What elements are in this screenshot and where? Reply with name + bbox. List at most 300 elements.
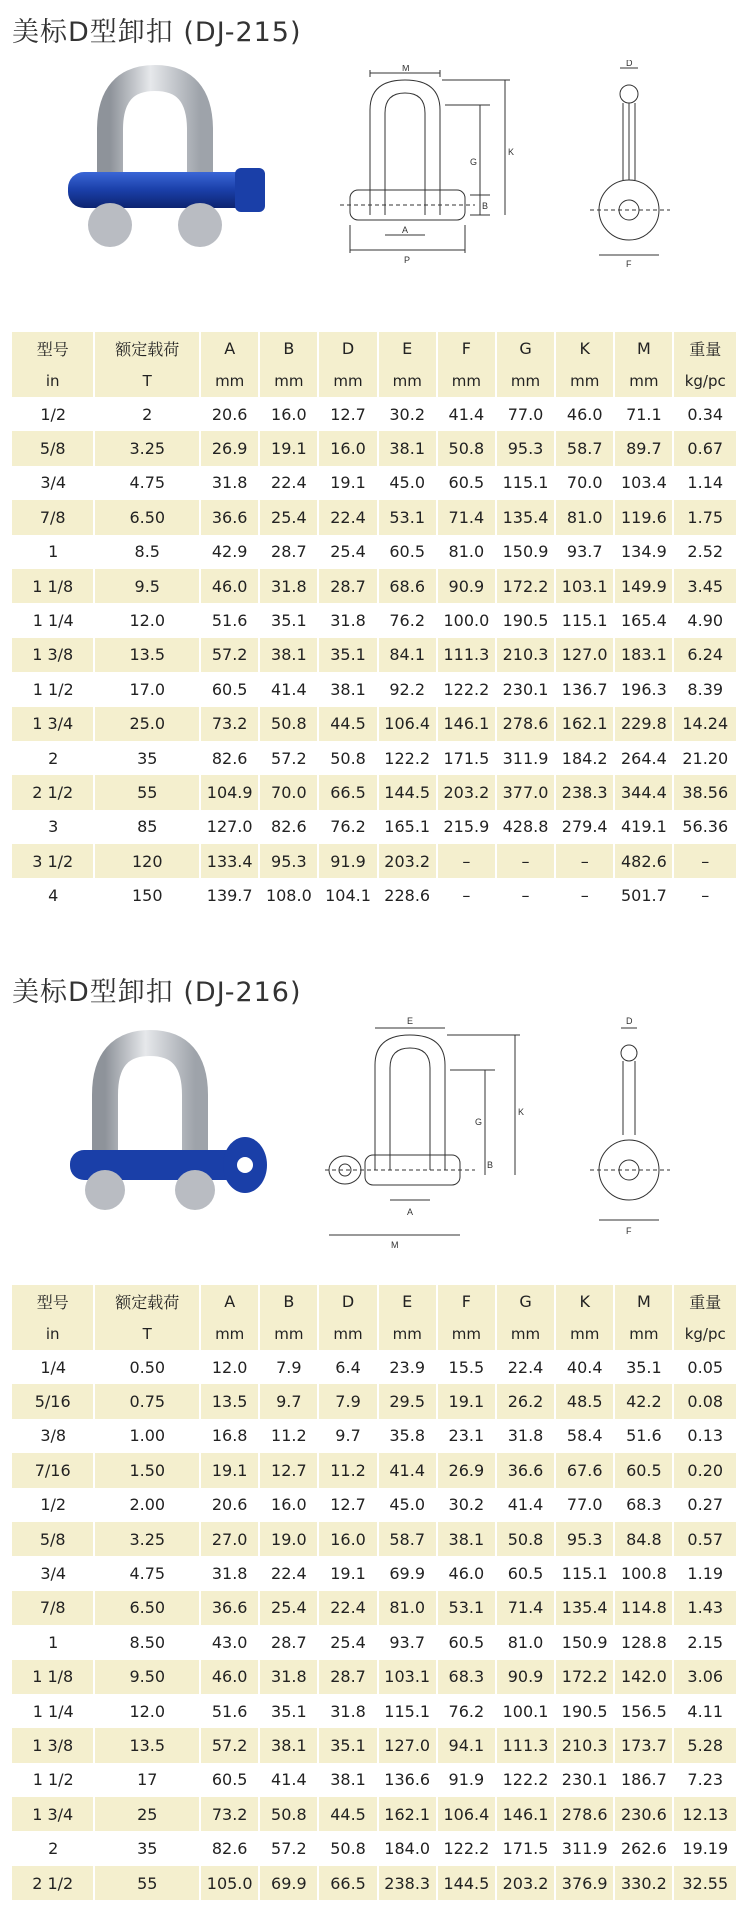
column-header: E [378, 332, 437, 364]
column-unit: mm [614, 364, 673, 397]
table-cell: 135.4 [496, 500, 555, 534]
column-unit: mm [437, 364, 496, 397]
table-cell: 26.9 [200, 431, 259, 465]
table-cell: – [496, 844, 555, 878]
table-cell: 210.3 [496, 638, 555, 672]
table-cell: 9.5 [94, 569, 200, 603]
table-cell: 122.2 [443, 1839, 490, 1859]
table-cell: 17 [137, 1770, 158, 1790]
table-cell: 482.6 [614, 844, 673, 878]
table-cell: 35 [137, 748, 158, 768]
column-header: B [259, 332, 318, 364]
column-header: M [614, 332, 673, 364]
table-cell: 1 1/8 [12, 569, 94, 603]
dim-label-d: D [626, 1016, 633, 1026]
table-cell: 16.0 [271, 404, 307, 424]
table-cell: 15.5 [448, 1357, 485, 1377]
table-cell: 91.9 [318, 844, 377, 878]
table-cell: 7/16 [12, 1453, 94, 1487]
table-cell: 41.4 [271, 1770, 307, 1790]
table-cell: 215.9 [443, 817, 490, 837]
table-cell: 30.2 [448, 1495, 485, 1515]
dim-label-e: E [407, 1016, 414, 1026]
table-row [12, 1591, 737, 1625]
table-cell: 60.5 [389, 542, 425, 562]
table-cell: 100.1 [502, 1701, 549, 1721]
column-unit: in [12, 1317, 94, 1350]
shackle-photo-dj215 [60, 60, 300, 270]
column-header: F [437, 332, 496, 364]
dimension-drawing-front-dj216 [325, 1010, 550, 1260]
table-cell: 28.7 [318, 1660, 377, 1694]
table-cell: 162.1 [555, 707, 614, 741]
table-cell: 196.3 [620, 679, 667, 699]
dim-label-a: A [407, 1207, 414, 1217]
table-cell: 190.5 [561, 1701, 608, 1721]
table-cell: 58.7 [555, 431, 614, 465]
table-cell: 66.5 [318, 1866, 377, 1900]
table-cell: 203.2 [378, 844, 437, 878]
table-cell: 95.3 [259, 844, 318, 878]
table-cell: 60.5 [448, 473, 485, 493]
table-cell: 3/8 [40, 1426, 67, 1446]
dim-label-b: B [487, 1160, 494, 1170]
column-header: 重量 [673, 332, 737, 364]
table-cell: 19.19 [682, 1839, 729, 1859]
column-unit: mm [200, 364, 259, 397]
table-cell: 38.1 [259, 638, 318, 672]
table-cell: 8.50 [129, 1632, 166, 1652]
table-cell: 7/8 [12, 1591, 94, 1625]
table-cell: 69.9 [389, 1564, 425, 1584]
table-cell: 122.2 [502, 1770, 549, 1790]
column-header: D [318, 1285, 377, 1317]
table-cell: 28.7 [318, 569, 377, 603]
dimension-drawing-side-dj215 [590, 60, 680, 275]
table-cell: 1 1/4 [32, 1701, 74, 1721]
table-cell: 22.4 [318, 1591, 377, 1625]
table-cell: 156.5 [620, 1701, 667, 1721]
table-cell: 171.5 [502, 1839, 549, 1859]
dim-label-g: G [470, 157, 478, 167]
table-cell: 210.3 [555, 1728, 614, 1762]
table-cell: 2.52 [687, 542, 724, 562]
table-cell: 142.0 [614, 1660, 673, 1694]
table-cell: 60.5 [211, 679, 248, 699]
table-cell: 89.7 [614, 431, 673, 465]
dim-label-f: F [626, 1226, 632, 1236]
table-cell: 25 [94, 1797, 200, 1831]
table-row [12, 1831, 737, 1865]
table-row [12, 638, 737, 672]
table-cell: 100.0 [443, 611, 490, 631]
table-row [12, 1453, 737, 1487]
table-row [12, 1763, 737, 1797]
table-cell: 0.67 [673, 431, 737, 465]
table-row [12, 500, 737, 534]
table-cell: 58.7 [378, 1522, 437, 1556]
column-header: G [496, 332, 555, 364]
dim-label-p: P [404, 255, 411, 265]
table-cell: – [701, 886, 710, 906]
table-cell: 1/2 [40, 404, 67, 424]
table-cell: 44.5 [318, 1797, 377, 1831]
column-unit: mm [437, 1317, 496, 1350]
table-cell: 106.4 [437, 1797, 496, 1831]
table-cell: 115.1 [502, 473, 549, 493]
table-cell: 90.9 [496, 1660, 555, 1694]
table-cell: 41.4 [507, 1495, 544, 1515]
table-cell: 84.1 [378, 638, 437, 672]
table-row [12, 878, 737, 912]
table-cell: 51.6 [211, 611, 248, 631]
table-cell: 81.0 [507, 1632, 544, 1652]
table-cell: 60.5 [448, 1632, 485, 1652]
table-cell: 11.2 [318, 1453, 377, 1487]
table-cell: 76.2 [330, 817, 366, 837]
column-unit: mm [555, 1317, 614, 1350]
table-cell: 57.2 [200, 1728, 259, 1762]
table-cell: 76.2 [448, 1701, 485, 1721]
table-cell: 13.5 [200, 1384, 259, 1418]
table-cell: 104.1 [325, 886, 371, 906]
table-cell: 50.8 [330, 748, 366, 768]
table-cell: 57.2 [271, 1839, 307, 1859]
table-cell: 36.6 [200, 1591, 259, 1625]
table-cell: 90.9 [437, 569, 496, 603]
table-cell: 171.5 [443, 748, 490, 768]
table-cell: 16.8 [211, 1426, 248, 1446]
table-cell: 26.2 [496, 1384, 555, 1418]
table-cell: 31.8 [330, 611, 366, 631]
table-cell: 53.1 [378, 500, 437, 534]
dim-label-a: A [402, 225, 409, 235]
table-cell: 1 1/8 [12, 1660, 94, 1694]
table-cell: 38.1 [330, 679, 366, 699]
table-cell: 30.2 [389, 404, 425, 424]
column-unit: mm [496, 1317, 555, 1350]
table-cell: 103.1 [378, 1660, 437, 1694]
table-cell: 36.6 [496, 1453, 555, 1487]
table-cell: 9.7 [259, 1384, 318, 1418]
table-cell: 36.6 [200, 500, 259, 534]
table-cell: 19.1 [259, 431, 318, 465]
table-cell: 0.57 [673, 1522, 737, 1556]
table-cell: 51.6 [626, 1426, 662, 1446]
table-cell: 57.2 [200, 638, 259, 672]
table-cell: 1 1/2 [32, 679, 74, 699]
table-cell: 190.5 [502, 611, 549, 631]
table-cell: 50.8 [259, 1797, 318, 1831]
table-cell: 82.6 [271, 817, 307, 837]
table-cell: 104.9 [200, 775, 259, 809]
table-cell: 25.4 [330, 1632, 366, 1652]
table-row [12, 1625, 737, 1659]
table-row [12, 1488, 737, 1522]
table-cell: 41.4 [448, 404, 485, 424]
table-cell: 35.1 [626, 1357, 662, 1377]
table-cell: 19.1 [200, 1453, 259, 1487]
table-cell: 42.2 [614, 1384, 673, 1418]
table-cell: 5/16 [12, 1384, 94, 1418]
table-cell: 55 [94, 1866, 200, 1900]
table-cell: 5/8 [12, 1522, 94, 1556]
table-cell: 136.6 [384, 1770, 431, 1790]
table-cell: 42.9 [211, 542, 248, 562]
table-cell: 76.2 [389, 611, 425, 631]
table-cell: 71.4 [496, 1591, 555, 1625]
table-cell: 60.5 [614, 1453, 673, 1487]
table-cell: 70.0 [566, 473, 603, 493]
table-cell: 22.4 [271, 1564, 307, 1584]
table-cell: 23.1 [448, 1426, 485, 1446]
table-cell: 0.13 [687, 1426, 724, 1446]
table-cell: 184.2 [561, 748, 608, 768]
table-cell: 85 [137, 817, 158, 837]
table-cell: 1.43 [673, 1591, 737, 1625]
table-cell: 105.0 [200, 1866, 259, 1900]
table-cell: 5.28 [673, 1728, 737, 1762]
table-row [12, 1660, 737, 1694]
table-cell: 31.8 [259, 1660, 318, 1694]
table-cell: 43.0 [211, 1632, 248, 1652]
table-cell: 419.1 [620, 817, 667, 837]
table-cell: 0.27 [687, 1495, 724, 1515]
table-cell: 127.0 [378, 1728, 437, 1762]
table-cell: 51.6 [211, 1701, 248, 1721]
column-header: A [200, 1285, 259, 1317]
column-header: D [318, 332, 377, 364]
column-unit: in [12, 364, 94, 397]
table-row [12, 397, 737, 431]
table-cell: 311.9 [561, 1839, 608, 1859]
table-row [12, 775, 737, 809]
table-cell: 186.7 [620, 1770, 667, 1790]
table-cell: 92.2 [389, 679, 425, 699]
table-cell: 31.8 [330, 1701, 366, 1721]
table-cell: 31.8 [507, 1426, 544, 1446]
table-cell: 4.75 [129, 1564, 166, 1584]
table-cell: 1.14 [687, 473, 724, 493]
table-cell: 119.6 [614, 500, 673, 534]
table-cell: 71.1 [626, 404, 662, 424]
table-cell: 4.11 [687, 1701, 724, 1721]
table-cell: 12.0 [129, 611, 166, 631]
table-cell: 238.3 [555, 775, 614, 809]
table-cell: 6.50 [94, 1591, 200, 1625]
table-cell: 22.4 [507, 1357, 544, 1377]
table-cell: 38.1 [259, 1728, 318, 1762]
table-cell: 73.2 [200, 1797, 259, 1831]
table-row [12, 844, 737, 878]
table-cell: 38.1 [437, 1522, 496, 1556]
column-unit: mm [259, 364, 318, 397]
table-row [12, 431, 737, 465]
table-cell: 95.3 [496, 431, 555, 465]
table-row [12, 569, 737, 603]
table-cell: 162.1 [378, 1797, 437, 1831]
table-cell: 12.0 [211, 1357, 248, 1377]
column-header: 重量 [673, 1285, 737, 1317]
table-cell: 6.4 [335, 1357, 361, 1377]
table-cell: 71.4 [437, 500, 496, 534]
table-cell: 1/2 [40, 1495, 67, 1515]
table-cell: 16.0 [318, 431, 377, 465]
dim-label-k: K [518, 1107, 525, 1117]
table-cell: 35.1 [271, 1701, 307, 1721]
table-cell: 25.4 [259, 1591, 318, 1625]
table-cell: 56.36 [682, 817, 729, 837]
table-cell: 0.75 [94, 1384, 200, 1418]
table-cell: 68.6 [378, 569, 437, 603]
table-cell: 26.9 [437, 1453, 496, 1487]
table-cell: 7.9 [276, 1357, 302, 1377]
table-cell: 81.0 [555, 500, 614, 534]
table-cell: 172.2 [555, 1660, 614, 1694]
table-cell: 91.9 [448, 1770, 485, 1790]
section-title-dj215: 美标D型卸扣 (DJ-215) [12, 17, 302, 48]
table-cell: 139.7 [206, 886, 253, 906]
table-cell: 7.23 [687, 1770, 724, 1790]
table-cell: 2 [142, 404, 153, 424]
table-cell: 115.1 [384, 1701, 431, 1721]
spec-table-dj215 [12, 332, 738, 913]
table-cell: 13.5 [94, 638, 200, 672]
table-cell: 1 [48, 1632, 59, 1652]
table-cell: 95.3 [555, 1522, 614, 1556]
table-cell: 428.8 [502, 817, 549, 837]
table-cell: 134.9 [620, 542, 667, 562]
table-cell: 1 [48, 542, 59, 562]
table-cell: 108.0 [265, 886, 312, 906]
column-unit: mm [318, 364, 377, 397]
table-cell: 73.2 [200, 707, 259, 741]
table-cell: 23.9 [389, 1357, 425, 1377]
table-cell: 22.4 [271, 473, 307, 493]
table-cell: 278.6 [496, 707, 555, 741]
table-unit-row [12, 1317, 737, 1350]
table-cell: 106.4 [378, 707, 437, 741]
table-cell: 19.0 [259, 1522, 318, 1556]
table-cell: 4.75 [129, 473, 166, 493]
table-cell: 3 [48, 817, 59, 837]
dim-label-m: M [391, 1240, 399, 1250]
table-cell: 330.2 [614, 1866, 673, 1900]
table-cell: 0.08 [673, 1384, 737, 1418]
shackle-photo-dj216 [60, 1025, 280, 1235]
table-cell: 29.5 [378, 1384, 437, 1418]
table-cell: 60.5 [507, 1564, 544, 1584]
table-cell: 311.9 [502, 748, 549, 768]
table-cell: 77.0 [507, 404, 544, 424]
table-cell: 28.7 [271, 542, 307, 562]
table-cell: 1 1/2 [32, 1770, 74, 1790]
table-cell: 1 3/8 [12, 1728, 94, 1762]
table-cell: 68.3 [626, 1495, 662, 1515]
table-cell: 41.4 [378, 1453, 437, 1487]
table-cell: 45.0 [389, 1495, 425, 1515]
table-cell: 21.20 [682, 748, 729, 768]
table-cell: 1 1/4 [32, 611, 74, 631]
table-cell: 6.24 [673, 638, 737, 672]
table-cell: 40.4 [566, 1357, 603, 1377]
table-cell: 11.2 [271, 1426, 307, 1446]
table-cell: 4.90 [687, 611, 724, 631]
table-cell: 12.7 [330, 404, 366, 424]
table-row [12, 810, 737, 844]
table-cell: 35.1 [271, 611, 307, 631]
table-cell: 19.1 [437, 1384, 496, 1418]
table-cell: 2 [48, 1839, 59, 1859]
table-cell: 133.4 [200, 844, 259, 878]
table-cell: 17.0 [129, 679, 166, 699]
table-cell: 93.7 [389, 1632, 425, 1652]
table-cell: 111.3 [496, 1728, 555, 1762]
section-title-dj216: 美标D型卸扣 (DJ-216) [12, 977, 302, 1008]
column-unit: mm [555, 364, 614, 397]
table-cell: 2.15 [687, 1632, 724, 1652]
table-cell: 230.6 [614, 1797, 673, 1831]
table-cell: 60.5 [211, 1770, 248, 1790]
table-cell: 173.7 [614, 1728, 673, 1762]
table-cell: 25.4 [330, 542, 366, 562]
table-cell: 14.24 [673, 707, 737, 741]
column-unit: mm [496, 364, 555, 397]
spec-table-dj216 [12, 1285, 738, 1900]
table-cell: 35.1 [318, 638, 377, 672]
column-unit: mm [318, 1317, 377, 1350]
table-cell: 238.3 [378, 1866, 437, 1900]
table-cell: – [437, 844, 496, 878]
table-cell: 115.1 [561, 611, 608, 631]
column-header: E [378, 1285, 437, 1317]
table-cell: 38.1 [378, 431, 437, 465]
table-row [12, 535, 737, 569]
table-cell: 127.0 [555, 638, 614, 672]
table-row [12, 741, 737, 775]
table-cell: 25.0 [94, 707, 200, 741]
column-header: 额定载荷 [94, 332, 200, 364]
table-cell: 57.2 [271, 748, 307, 768]
table-cell: 3 1/2 [12, 844, 94, 878]
table-cell: 377.0 [496, 775, 555, 809]
table-cell: – [580, 886, 589, 906]
table-cell: 55 [94, 775, 200, 809]
table-cell: 111.3 [437, 638, 496, 672]
table-cell: 3.25 [94, 1522, 200, 1556]
table-cell: 28.7 [271, 1632, 307, 1652]
table-cell: 2 [48, 748, 59, 768]
table-cell: 146.1 [496, 1797, 555, 1831]
table-cell: 2 1/2 [12, 1866, 94, 1900]
table-cell: 50.8 [330, 1839, 366, 1859]
table-cell: 3/4 [40, 1564, 67, 1584]
table-cell: 82.6 [211, 748, 248, 768]
table-cell: 84.8 [614, 1522, 673, 1556]
column-header: G [496, 1285, 555, 1317]
table-cell: 81.0 [378, 1591, 437, 1625]
table-cell: 5/8 [12, 431, 94, 465]
table-cell: 31.8 [259, 569, 318, 603]
table-row [12, 1384, 737, 1418]
table-cell: 114.8 [614, 1591, 673, 1625]
column-header: M [614, 1285, 673, 1317]
column-unit: mm [200, 1317, 259, 1350]
table-cell: 8.39 [687, 679, 724, 699]
table-cell: 279.4 [561, 817, 608, 837]
table-cell: 45.0 [389, 473, 425, 493]
table-cell: 7/8 [12, 500, 94, 534]
